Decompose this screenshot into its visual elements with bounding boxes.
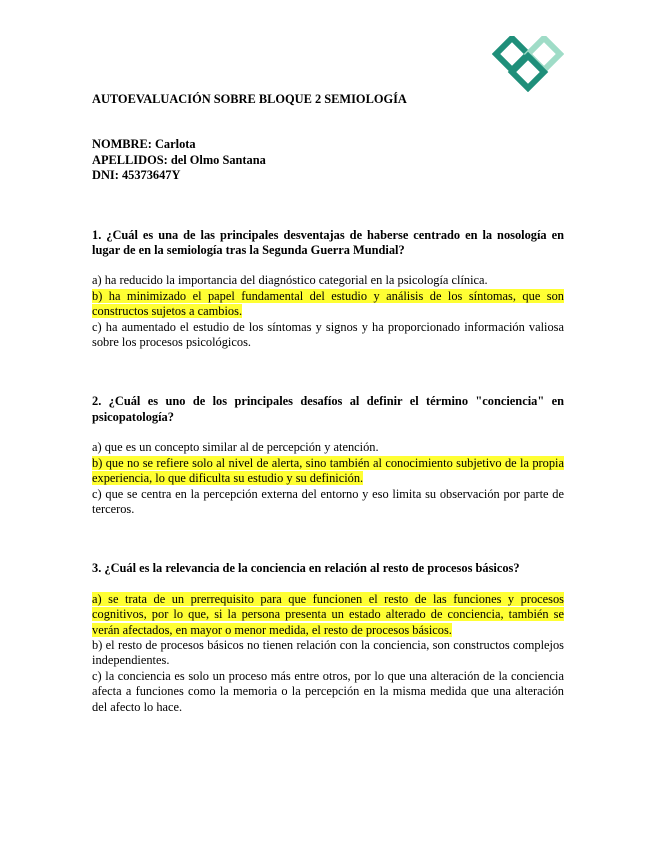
option-b-selected: [92, 289, 564, 320]
option-c: [92, 669, 564, 715]
document-title: AUTOEVALUACIÓN SOBRE BLOQUE 2 SEMIOLOGÍA: [92, 92, 407, 106]
question-text: 2. ¿Cuál es uno de los principales desafíos al definir el término "conciencia" en psicopatología?: [92, 394, 564, 424]
question-text: 1. ¿Cuál es una de las principales desventajas de haberse centrado en la nosología en lugar de en la semiología tras la Segunda Guerra Mundial?: [92, 227, 564, 258]
option-text: a) ha reducido la importancia del diagnóstico categorial en la psicología clínica.: [92, 273, 488, 288]
option-a: [92, 440, 564, 455]
question-3: [92, 561, 564, 715]
option-text: c) ha aumentado el estudio de los síntomas y signos y ha proporcionado información valiosa sobre los procesos psicológicos.: [92, 319, 564, 350]
student-dni: DNI: 45373647Y: [92, 168, 181, 183]
option-b-selected: [92, 456, 564, 487]
answer-options: [92, 440, 564, 517]
question-text: 3. ¿Cuál es la relevancia de la conciencia en relación al resto de procesos básicos?: [92, 561, 520, 576]
highlighted-option-text: b) que no se refiere solo al nivel de alerta, sino también al conocimiento subjetivo de la propia experiencia, lo que dificulta su estudio y su definición.: [92, 455, 564, 486]
option-text: a) que es un concepto similar al de percepción y atención.: [92, 440, 379, 455]
option-text: c) que se centra en la percepción externa del entorno y eso limita su observación por parte de terceros.: [92, 486, 564, 516]
option-b: [92, 638, 564, 669]
option-c: [92, 487, 564, 518]
student-info: [92, 137, 564, 183]
option-a: [92, 273, 564, 288]
student-surname: APELLIDOS: del Olmo Santana: [92, 152, 266, 167]
question-1: [92, 228, 564, 351]
question-2: [92, 394, 564, 517]
option-text: c) la conciencia es solo un proceso más entre otros, por lo que una alteración de la conciencia afecta a funciones como la memoria o la percepción en la misma medida que una alteración del afecto lo hace.: [92, 668, 564, 714]
answer-options: [92, 592, 564, 715]
highlighted-option-text: b) ha minimizado el papel fundamental del estudio y análisis de los síntomas, que son constructos sujetos a cambios.: [92, 288, 564, 319]
answer-options: [92, 273, 564, 350]
document-content: [92, 92, 564, 715]
option-text: b) el resto de procesos básicos no tienen relación con la conciencia, son constructos complejos independientes.: [92, 637, 564, 668]
option-c: [92, 320, 564, 351]
diamond-logo-icon: [492, 36, 564, 92]
student-name: NOMBRE: Carlota: [92, 137, 196, 152]
option-a-selected: [92, 592, 564, 638]
highlighted-option-text: a) se trata de un prerrequisito para que funcionen el resto de las funciones y procesos cognitivos, por lo que, si la persona presenta un estado alterado de conciencia, también se verán afectados, en mayor o menor medida, el resto de procesos básicos.: [92, 591, 564, 637]
